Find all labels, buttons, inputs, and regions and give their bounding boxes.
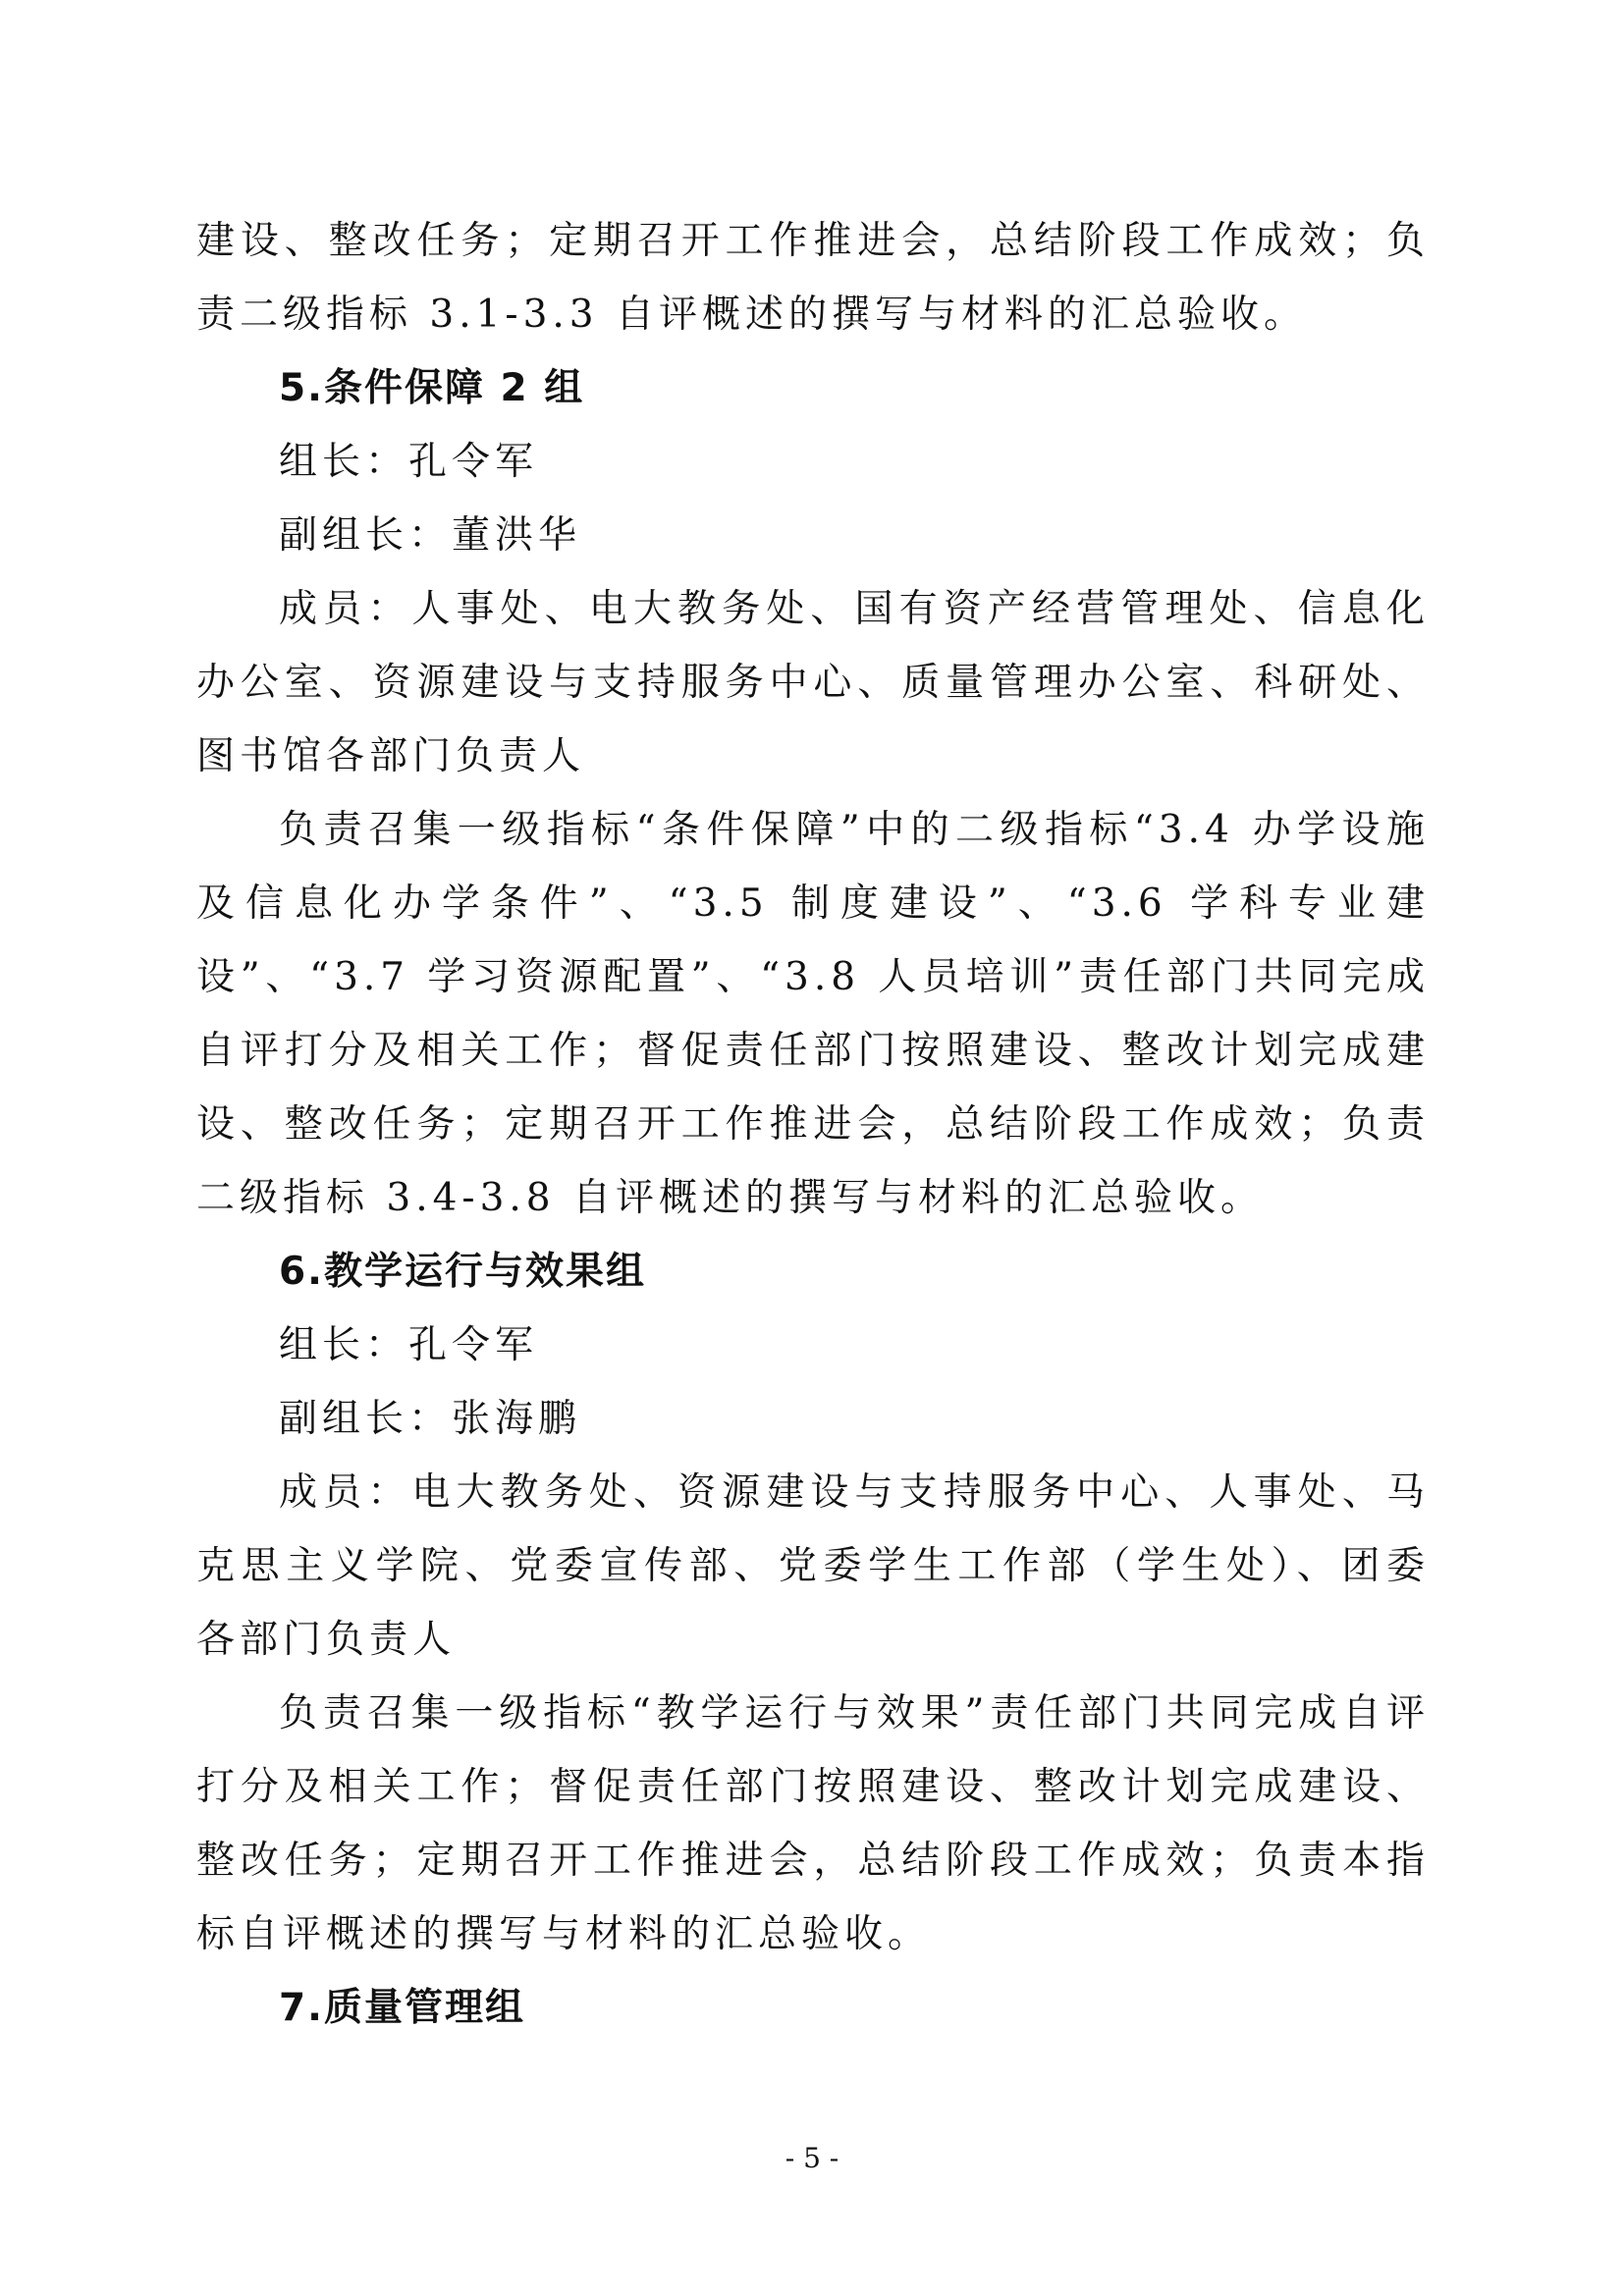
group-responsibilities: 负责召集一级指标“教学运行与效果”责任部门共同完成自评打分及相关工作；督促责任部门按照建设、整改计划完成建设、整改任务；定期召开工作推进会，总结阶段工作成效；负责本指标自评概述的撰写与材料的汇总验收。	[196, 1691, 1430, 1956]
group-leader: 组长：孔令军	[279, 440, 539, 484]
group-members: 成员：电大教务处、资源建设与支持服务中心、人事处、马克思主义学院、党委宣传部、党委学生工作部（学生处）、团委各部门负责人	[196, 1470, 1430, 1662]
section-heading-5: 5.条件保障 2 组	[279, 366, 585, 410]
group-responsibilities: 负责召集一级指标“条件保障”中的二级指标“3.4 办学设施及信息化办学条件”、“3.5 制度建设”、“3.6 学科专业建设”、“3.7 学习资源配置”、“3.8 人员培训”责任部门共同完成自评打分及相关工作；督促责任部门按照建设、整改计划完成建设、整改任务；定期召开工作推进会，总结阶段工作成效；负责二级指标 3.4-3.8 自评概述的撰写与材料的汇总验收。	[196, 808, 1430, 1220]
deputy-group-leader: 副组长：张海鹏	[279, 1397, 582, 1441]
page-number: - 5 -	[785, 2142, 839, 2174]
document-body	[196, 204, 1430, 2045]
paragraph-continuation: 建设、整改任务；定期召开工作推进会，总结阶段工作成效；负责二级指标 3.1-3.3 自评概述的撰写与材料的汇总验收。	[196, 219, 1430, 337]
group-members: 成员：人事处、电大教务处、国有资产经营管理处、信息化办公室、资源建设与支持服务中心、质量管理办公室、科研处、图书馆各部门负责人	[196, 587, 1430, 778]
section-heading-6: 6.教学运行与效果组	[279, 1250, 646, 1294]
deputy-group-leader: 副组长：董洪华	[279, 513, 582, 558]
section-heading-7: 7.质量管理组	[279, 1986, 525, 2030]
group-leader: 组长：孔令军	[279, 1323, 539, 1367]
